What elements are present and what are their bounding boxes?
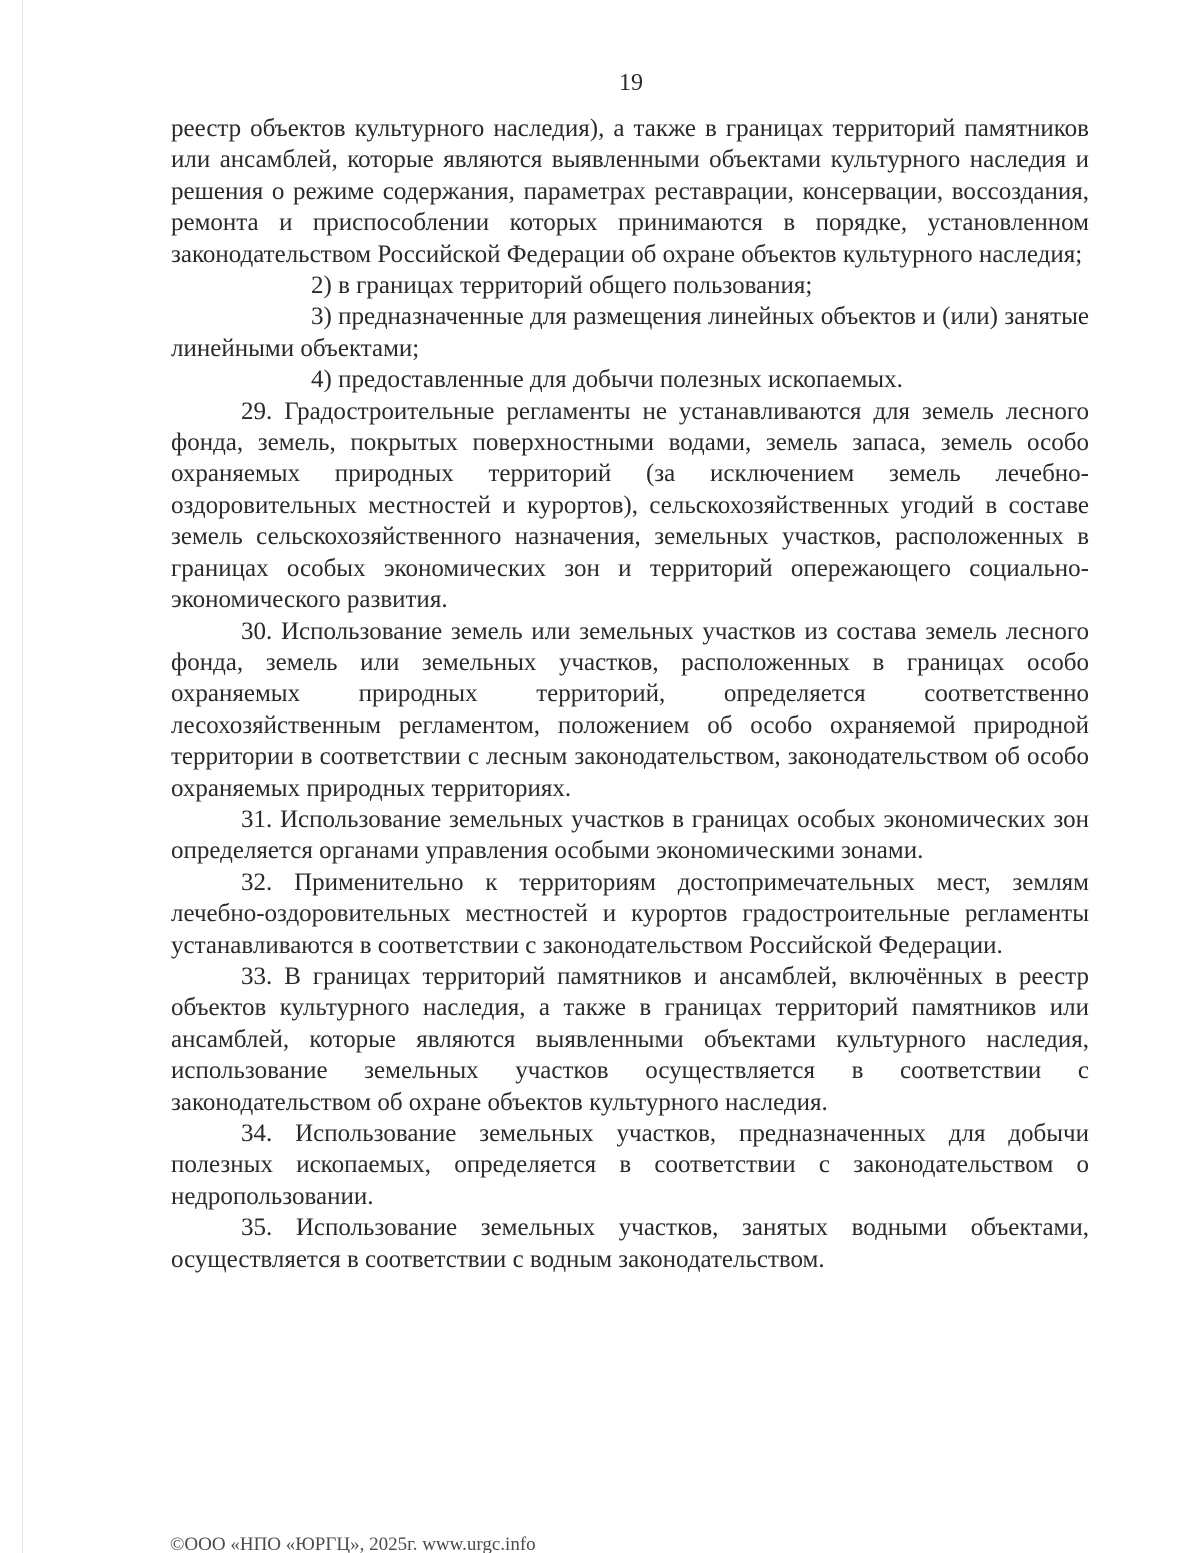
- paragraph-number: 34.: [241, 1120, 273, 1147]
- paragraph-text: Использование земель или земельных участков из состава земель лесного фонда, земель или земельных участков, расположенных в границах особо охраняемых природных территорий, определяется соответственно лесохозяйственным регламентом, положением об особо охраняемой природной территории в соответствии с лесным законодательством, законодательством об особо охраняемых природных территориях.: [171, 617, 1089, 802]
- paragraph-33: [171, 961, 1089, 1118]
- list-item-3: [171, 301, 1089, 364]
- paragraph-text: Использование земельных участков, занятых водными объектами, осуществляется в соответствии с водным законодательством.: [171, 1214, 1089, 1273]
- paragraph-text: реестр объектов культурного наследия), а также в границах территорий памятников или ансамблей, которые являются выявленными объектами культурного наследия и решения о режиме содержания, параметрах реставрации, консервации, воссоздания, ремонта и приспособлении которых принимаются в порядке, установленном законодательством Российской Федерации об охране объектов культурного наследия;: [171, 115, 1089, 268]
- paragraph-text: Градостроительные регламенты не устанавливаются для земель лесного фонда, земель, покрытых поверхностными водами, земель запаса, земель особо охраняемых природных территорий (за исключением земель лечебно-оздоровительных местностей и курортов), сельскохозяйственных угодий в составе земель сельскохозяйственного назначения, земельных участков, расположенных в границах особых экономических зон и территорий опережающего социально-экономического развития.: [171, 397, 1089, 614]
- list-item-number: 2): [311, 272, 332, 300]
- scan-edge-line: [22, 0, 23, 1553]
- paragraph-29: [171, 396, 1089, 616]
- paragraph-number: 33.: [241, 962, 273, 990]
- paragraph-number: 35.: [241, 1214, 273, 1242]
- paragraph-35: [171, 1212, 1089, 1275]
- footer-copyright: ©ООО «НПО «ЮРГЦ», 2025г. www.urgc.info: [170, 1534, 536, 1553]
- list-item-number: 3): [311, 303, 332, 331]
- paragraph-34: [171, 1118, 1089, 1212]
- paragraph-number: 31.: [241, 805, 273, 833]
- paragraph-continuation: [171, 113, 1089, 270]
- list-item-text: предназначенные для размещения линейных объектов и (или) занятые линейными объектами;: [171, 303, 1090, 362]
- list-item-text: в границах территорий общего пользования;: [338, 272, 813, 300]
- list-item-4: [171, 364, 1089, 395]
- page-number: 19: [619, 70, 643, 96]
- list-item-number: 4): [311, 366, 332, 394]
- paragraph-text: В границах территорий памятников и ансамблей, включённых в реестр объектов культурного наследия, а также в границах территорий памятников или ансамблей, которые являются выявленными объектами культурного наследия, использование земельных участков осуществляется в соответствии с законодательством об охране объектов культурного наследия.: [171, 962, 1089, 1116]
- paragraph-text: Использование земельных участков в границах особых экономических зон определяется органами управления особыми экономическими зонами.: [171, 805, 1089, 865]
- document-body: [171, 113, 1089, 1275]
- list-item-text: предоставленные для добычи полезных ископаемых.: [338, 366, 903, 394]
- paragraph-31: [171, 804, 1089, 867]
- paragraph-number: 32.: [241, 868, 273, 896]
- paragraph-32: [171, 867, 1089, 961]
- paragraph-number: 29.: [241, 397, 273, 425]
- paragraph-30: [171, 616, 1089, 804]
- paragraph-text: Использование земельных участков, предназначенных для добычи полезных ископаемых, определяется в соответствии с законодательством о недропользовании.: [171, 1120, 1089, 1210]
- list-item-2: [171, 270, 1089, 301]
- paragraph-text: Применительно к территориям достопримечательных мест, землям лечебно-оздоровительных местностей и курортов градостроительные регламенты устанавливаются в соответствии с законодательством Российской Федерации.: [171, 868, 1089, 959]
- paragraph-number: 30.: [241, 617, 273, 645]
